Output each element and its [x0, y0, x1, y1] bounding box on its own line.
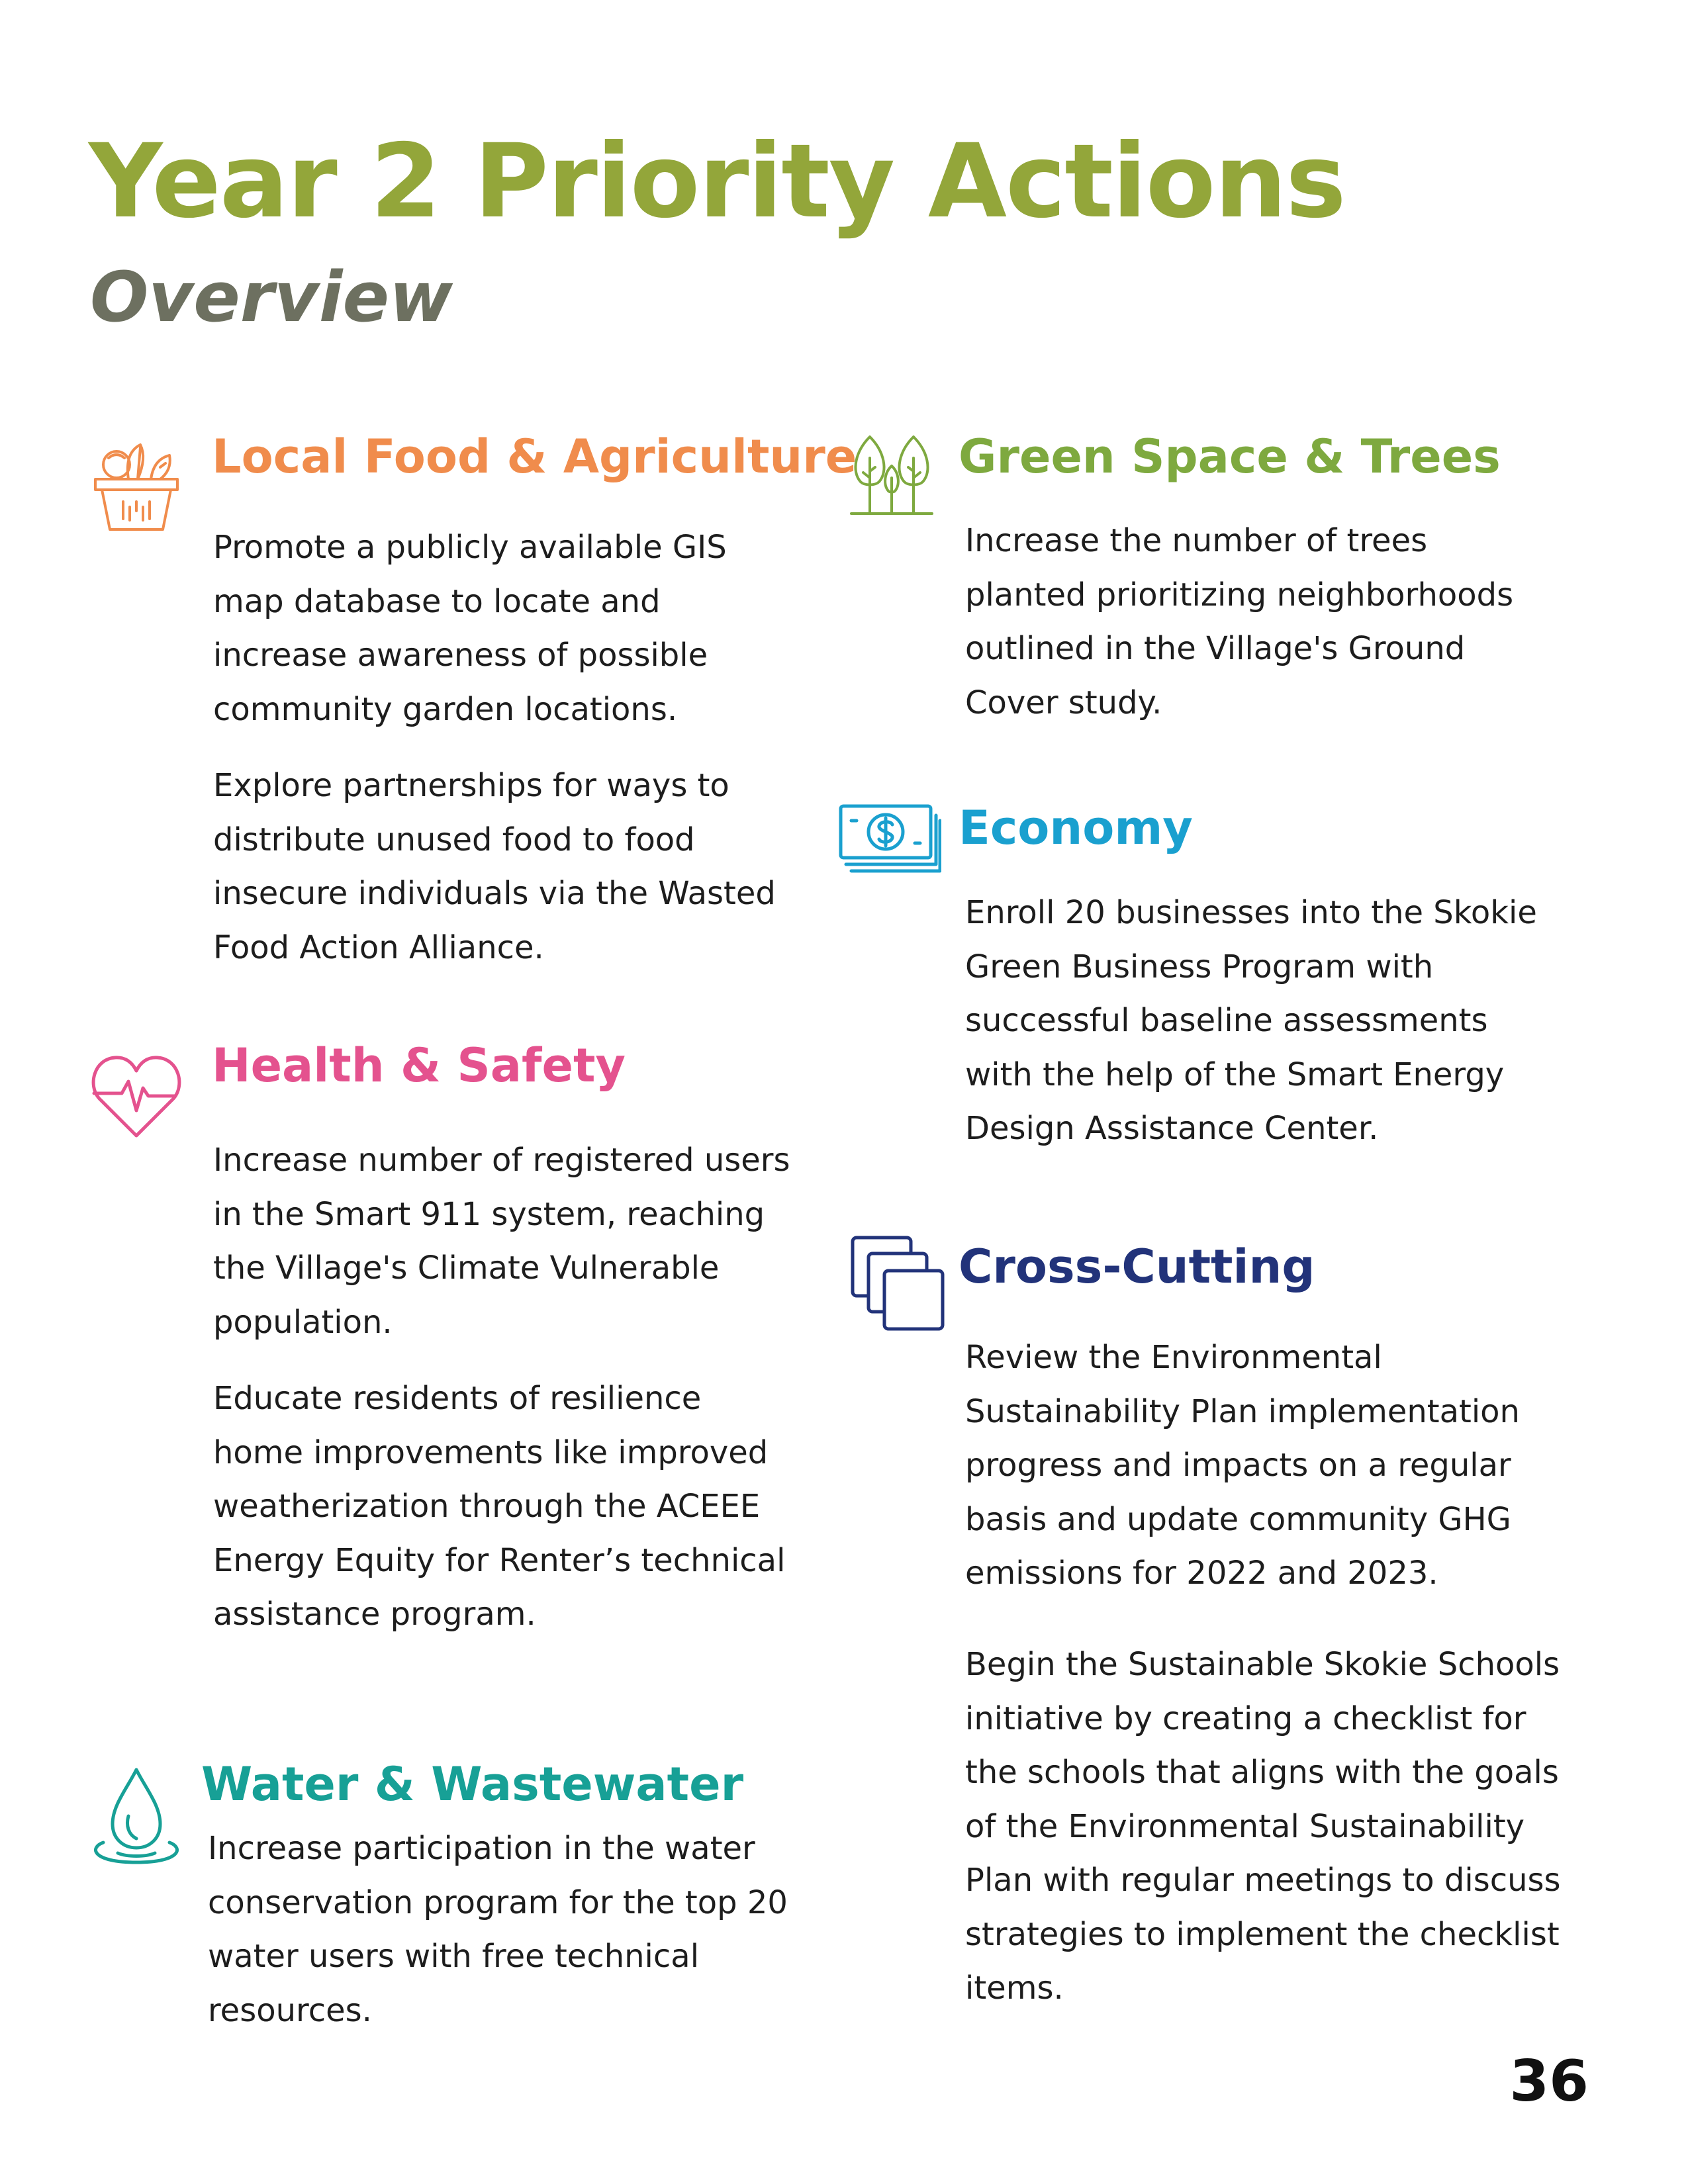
local-food-paragraph-2: Explore partnerships for ways to distribute unused food to food insecure individuals via the Wasted Food Action Alliance.: [213, 767, 776, 966]
stacked-squares-icon: [849, 1234, 947, 1333]
cross-cutting-paragraph-2: Begin the Sustainable Skokie Schools initiative by creating a checklist for the schools that aligns with the goals of the Environmental Sustainability Plan with regular meetings to discuss strategies to implement the checklist items.: [965, 1646, 1561, 2007]
green-space-paragraph-1: Increase the number of trees planted prioritizing neighborhoods outlined in the Village's Ground Cover study.: [965, 522, 1514, 721]
water-drop-icon: [87, 1766, 185, 1866]
local-food-paragraph-1: Promote a publicly available GIS map database to locate and increase awareness of possible community garden locations.: [213, 529, 727, 728]
health-paragraph-1: Increase number of registered users in the Smart 911 system, reaching the Village's Climate Vulnerable population.: [213, 1142, 790, 1341]
economy-paragraph-1: Enroll 20 businesses into the Skokie Green Business Program with successful baseline assessments with the help of the Smart Energy Design Assistance Center.: [965, 894, 1537, 1147]
heart-pulse-icon: [90, 1052, 183, 1140]
produce-basket-icon: [90, 438, 183, 535]
cross-cutting-paragraph-1: Review the Environmental Sustainability Plan implementation progress and impacts on a regular basis and update community GHG emissions for 2022 and 2023.: [965, 1339, 1520, 1592]
heading-health-safety: Health & Safety: [212, 1038, 626, 1093]
page-subtitle: Overview: [90, 257, 453, 338]
trees-icon: [849, 432, 935, 519]
heading-cross-cutting: Cross-Cutting: [959, 1240, 1315, 1294]
heading-local-food: Local Food & Agriculture: [212, 430, 857, 484]
page-number: 36: [1509, 2048, 1589, 2115]
water-paragraph-1: Increase participation in the water conservation program for the top 20 water users with free technical resources.: [208, 1830, 788, 2029]
dollar-bills-icon: [838, 803, 941, 875]
health-paragraph-2: Educate residents of resilience home improvements like improved weatherization through the ACEEE Energy Equity for Renter’s technical assistance program.: [213, 1380, 786, 1633]
heading-economy: Economy: [959, 801, 1193, 855]
heading-water-wastewater: Water & Wastewater: [201, 1757, 744, 1811]
heading-green-space: Green Space & Trees: [959, 430, 1501, 484]
page-title: Year 2 Priority Actions: [89, 122, 1345, 241]
